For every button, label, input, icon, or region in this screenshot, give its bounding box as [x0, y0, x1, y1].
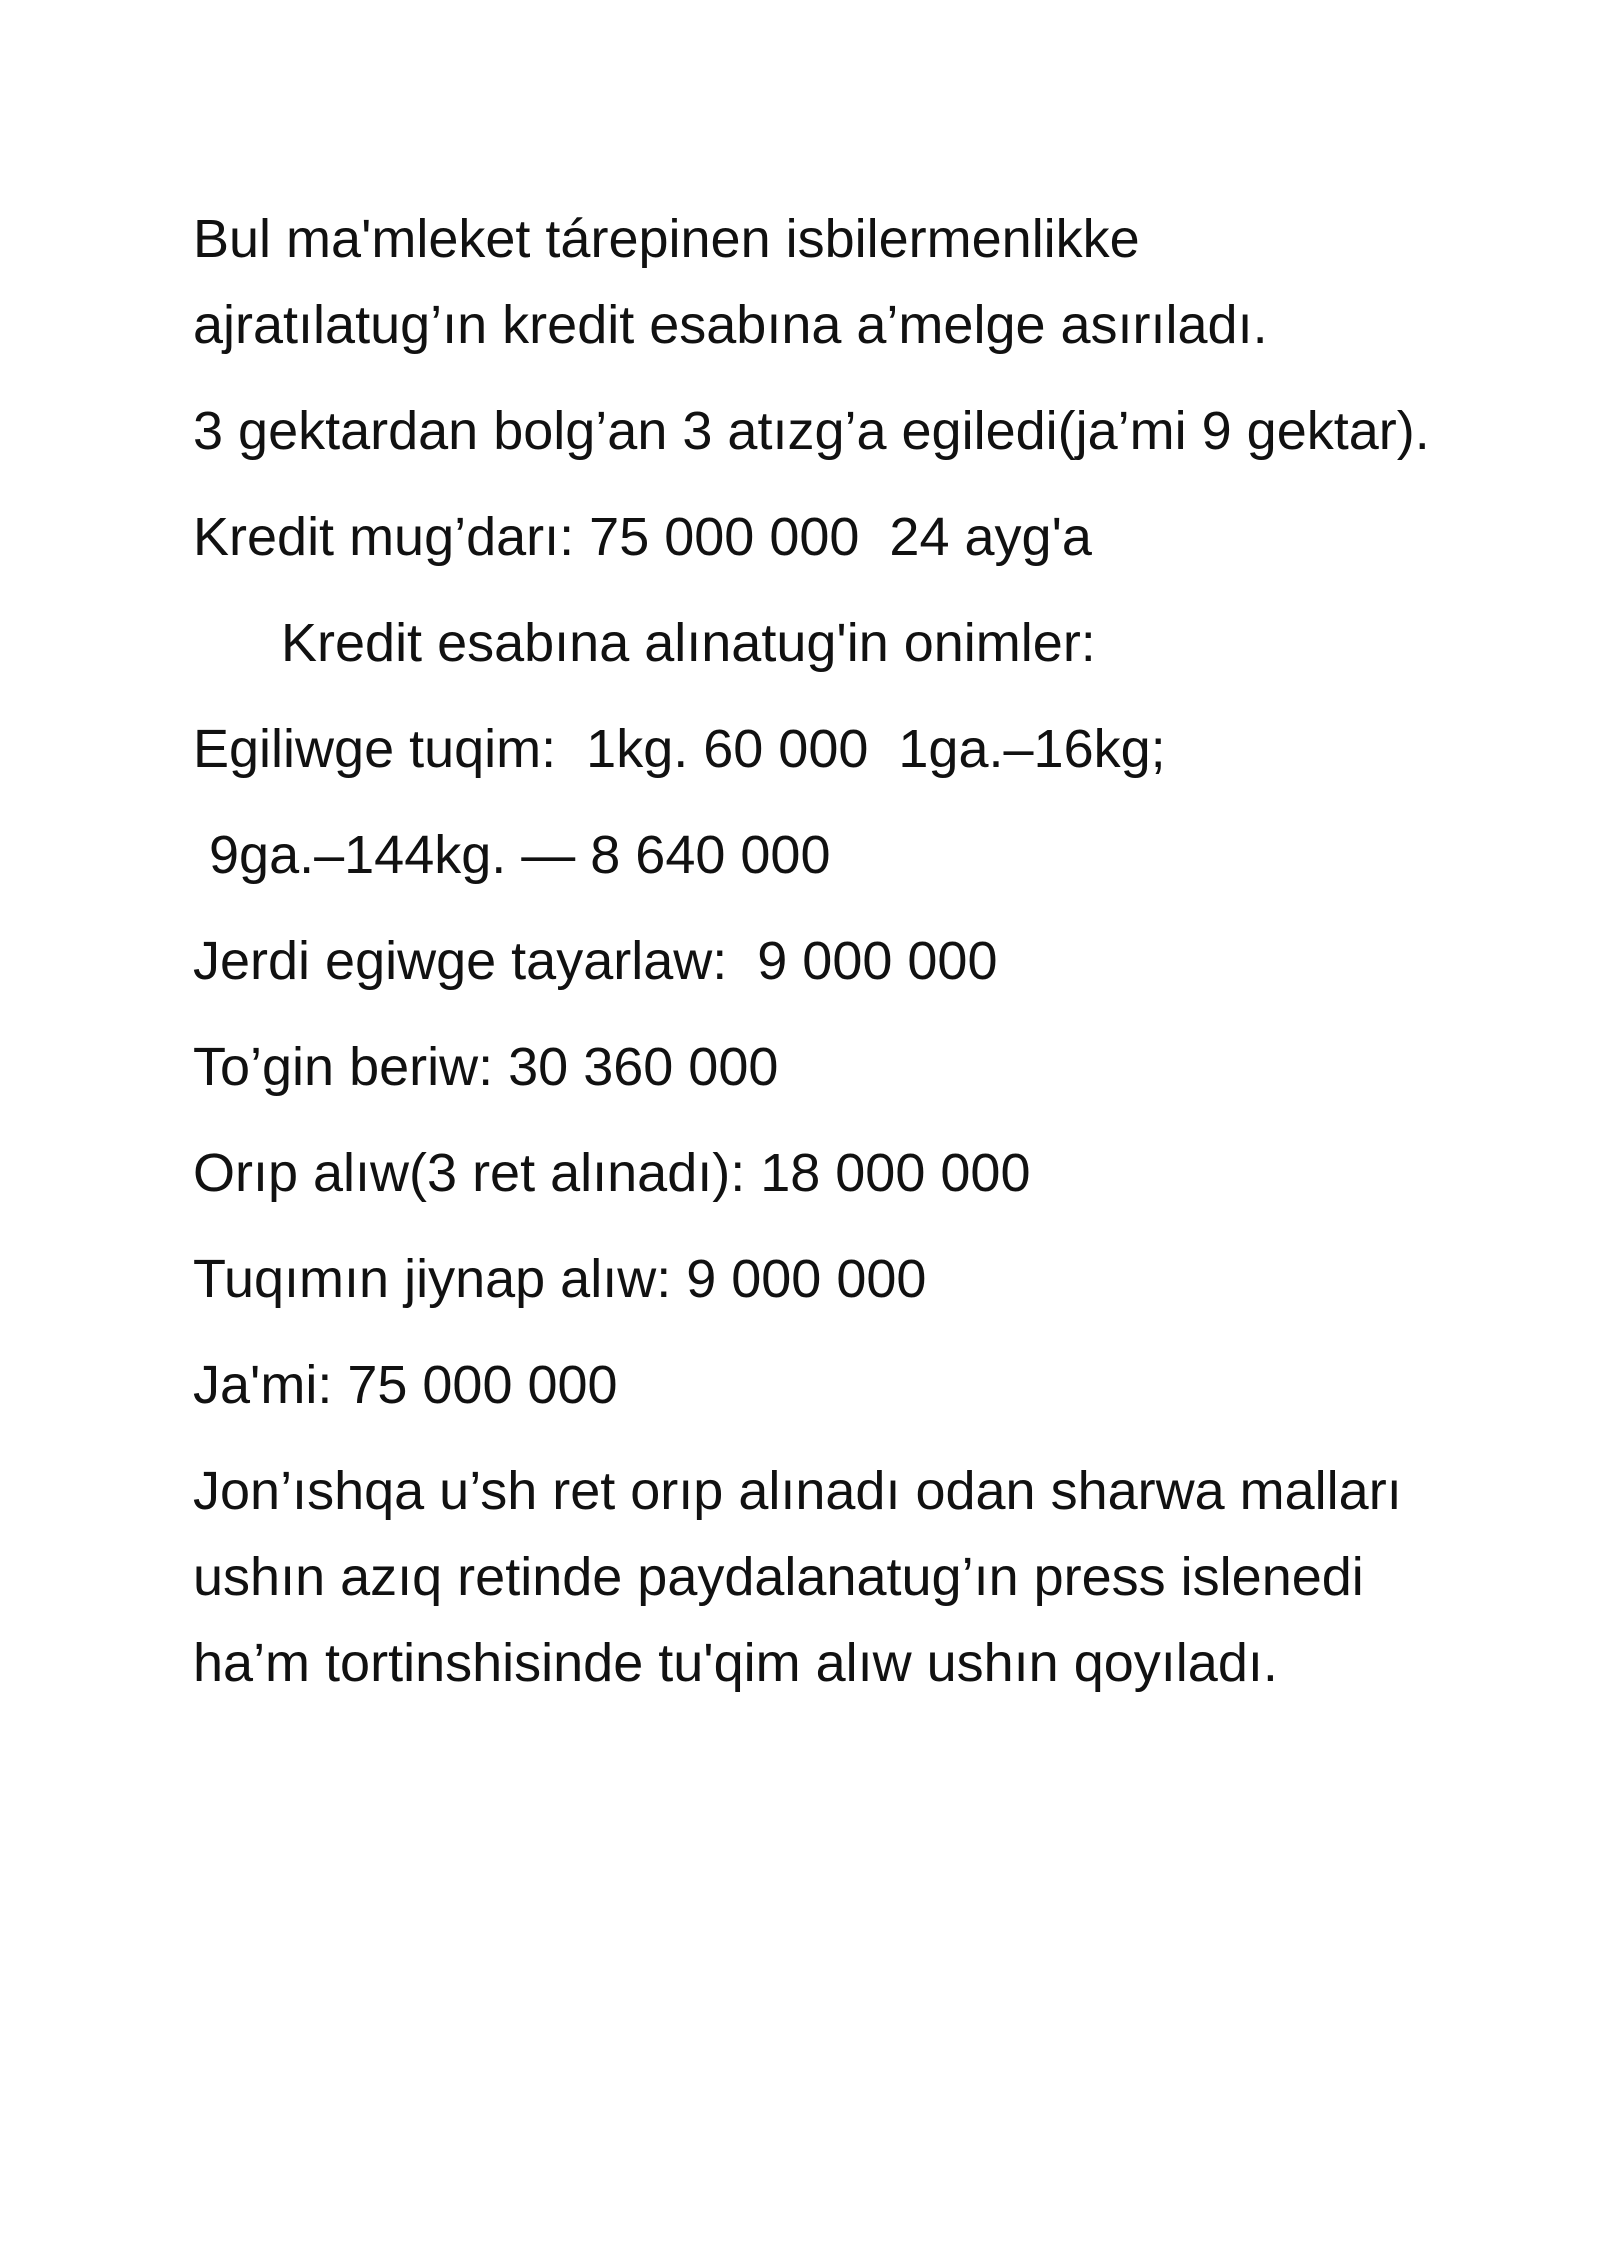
paragraph-products-heading: Kredit esabına alınatug'in onimler:: [281, 613, 1096, 673]
paragraph-total: Ja'mi: 75 000 000: [193, 1355, 618, 1415]
paragraph-seed-collection: Tuqımın jiynap alıw: 9 000 000: [193, 1249, 927, 1309]
paragraph-credit-amount: Kredit mug’darı: 75 000 000 24 ayg'a: [193, 507, 1092, 567]
paragraph-land-preparation: Jerdi egiwge tayarlaw: 9 000 000: [193, 931, 998, 991]
paragraph-seed: Egiliwge tuqim: 1kg. 60 000 1ga.–16kg;: [193, 719, 1166, 779]
paragraph-fields: 3 gektardan bolg’an 3 atızg’a egiledi(ja’mi 9 gektar).: [193, 401, 1430, 461]
document-body: [193, 196, 1433, 1726]
paragraph-seed-total: 9ga.–144kg. — 8 640 000: [209, 825, 831, 885]
paragraph-fertilizer: To’gin beriw: 30 360 000: [193, 1037, 779, 1097]
paragraph-alfalfa: Jon’ıshqa u’sh ret orıp alınadı odan sharwa malları ushın azıq retinde paydalanatug’ın press islenedi ha’m tortinshisinde tu'qim alıw ushın qoyıladı.: [193, 1461, 1417, 1693]
paragraph-harvesting: Orıp alıw(3 ret alınadı): 18 000 000: [193, 1143, 1031, 1203]
paragraph-intro: Bul ma'mleket tárepinen isbilermenlikke ajratılatug’ın kredit esabına a’melge asırıladı.: [193, 209, 1268, 355]
